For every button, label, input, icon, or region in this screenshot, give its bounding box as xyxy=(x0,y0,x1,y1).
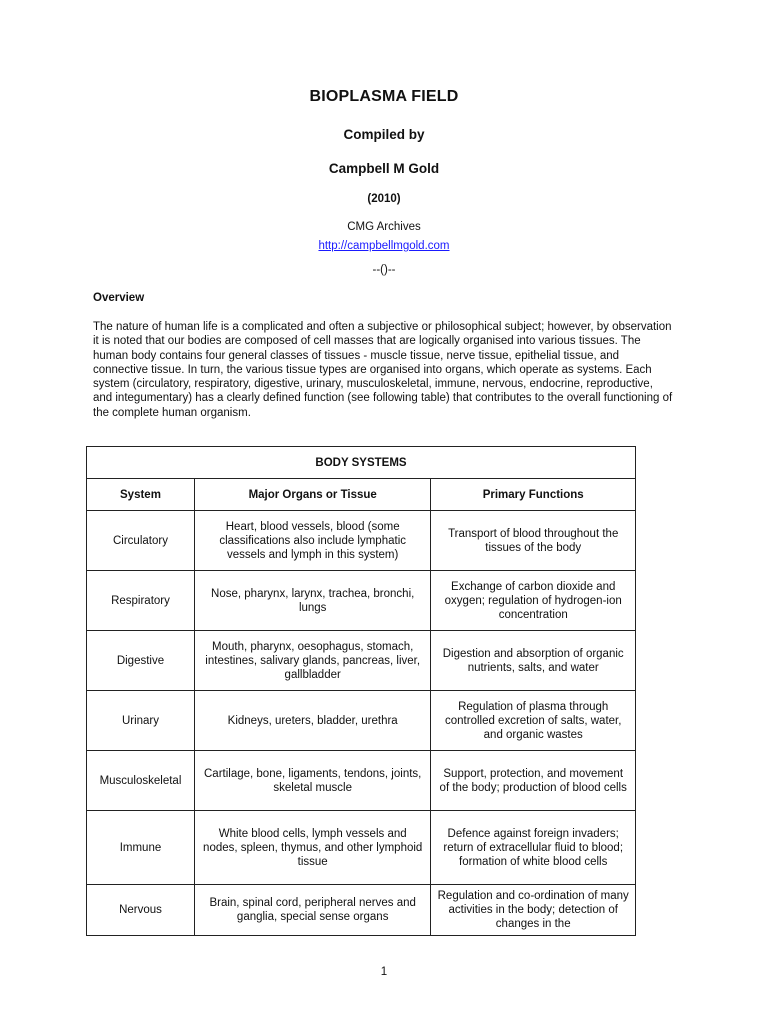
system-cell: Digestive xyxy=(87,631,195,691)
table-title: BODY SYSTEMS xyxy=(87,447,636,479)
overview-heading: Overview xyxy=(93,292,145,304)
author-name: Campbell M Gold xyxy=(328,161,440,176)
table-row xyxy=(87,631,636,691)
document-title: BIOPLASMA FIELD xyxy=(309,88,459,105)
function-cell: Defence against foreign invaders; return of extracellular fluid to blood; formation of white blood cells xyxy=(431,811,636,885)
archives-label: CMG Archives xyxy=(347,221,421,233)
table-row xyxy=(87,751,636,811)
system-cell: Nervous xyxy=(87,885,195,936)
organs-cell: Nose, pharynx, larynx, trachea, bronchi, lungs xyxy=(194,571,430,631)
system-cell: Urinary xyxy=(87,691,195,751)
organs-cell: Cartilage, bone, ligaments, tendons, joints, skeletal muscle xyxy=(194,751,430,811)
function-cell: Regulation and co-ordination of many activities in the body; detection of changes in the xyxy=(431,885,636,936)
compiled-by-label: Compiled by xyxy=(343,127,425,142)
function-cell: Regulation of plasma through controlled excretion of salts, water, and organic wastes xyxy=(431,691,636,751)
table-row xyxy=(87,811,636,885)
organs-cell: White blood cells, lymph vessels and nodes, spleen, thymus, and other lymphoid tissue xyxy=(194,811,430,885)
system-cell: Respiratory xyxy=(87,571,195,631)
publication-year: (2010) xyxy=(367,193,401,205)
system-cell: Musculoskeletal xyxy=(87,751,195,811)
function-cell: Transport of blood throughout the tissues of the body xyxy=(431,511,636,571)
function-cell: Support, protection, and movement of the body; production of blood cells xyxy=(431,751,636,811)
organs-cell: Brain, spinal cord, peripheral nerves and ganglia, special sense organs xyxy=(194,885,430,936)
system-cell: Circulatory xyxy=(87,511,195,571)
function-cell: Exchange of carbon dioxide and oxygen; regulation of hydrogen-ion concentration xyxy=(431,571,636,631)
organs-cell: Kidneys, ureters, bladder, urethra xyxy=(194,691,430,751)
system-cell: Immune xyxy=(87,811,195,885)
column-header: System xyxy=(87,479,195,511)
organs-cell: Mouth, pharynx, oesophagus, stomach, intestines, salivary glands, pancreas, liver, gallbladder xyxy=(194,631,430,691)
body-systems-table xyxy=(86,446,636,936)
table-header-row xyxy=(87,479,636,511)
table-row xyxy=(87,571,636,631)
table-row xyxy=(87,691,636,751)
section-separator: --()-- xyxy=(372,264,396,276)
column-header: Major Organs or Tissue xyxy=(194,479,430,511)
page-number: 1 xyxy=(380,966,388,978)
website-link[interactable]: http://campbellmgold.com xyxy=(318,240,450,252)
function-cell: Digestion and absorption of organic nutrients, salts, and water xyxy=(431,631,636,691)
table-row xyxy=(87,885,636,936)
overview-paragraph: The nature of human life is a complicated and often a subjective or philosophical subject; however, by observation it is noted that our bodies are composed of cell masses that are logically organised into various tissues. The human body contains four general classes of tissues - muscle tissue, nerve tissue, epithelial tissue, and connective tissue. In turn, the various tissue types are organised into organs, which operate as systems. Each system (circulatory, respiratory, digestive, urinary, musculoskeletal, immune, nervous, endocrine, reproductive, and integumentary) has a clearly defined function (see following table) that contributes to the overall functioning of the complete human organism. xyxy=(93,321,673,419)
column-header: Primary Functions xyxy=(431,479,636,511)
organs-cell: Heart, blood vessels, blood (some classifications also include lymphatic vessels and lymph in this system) xyxy=(194,511,430,571)
table-row xyxy=(87,511,636,571)
link-row xyxy=(0,236,768,254)
